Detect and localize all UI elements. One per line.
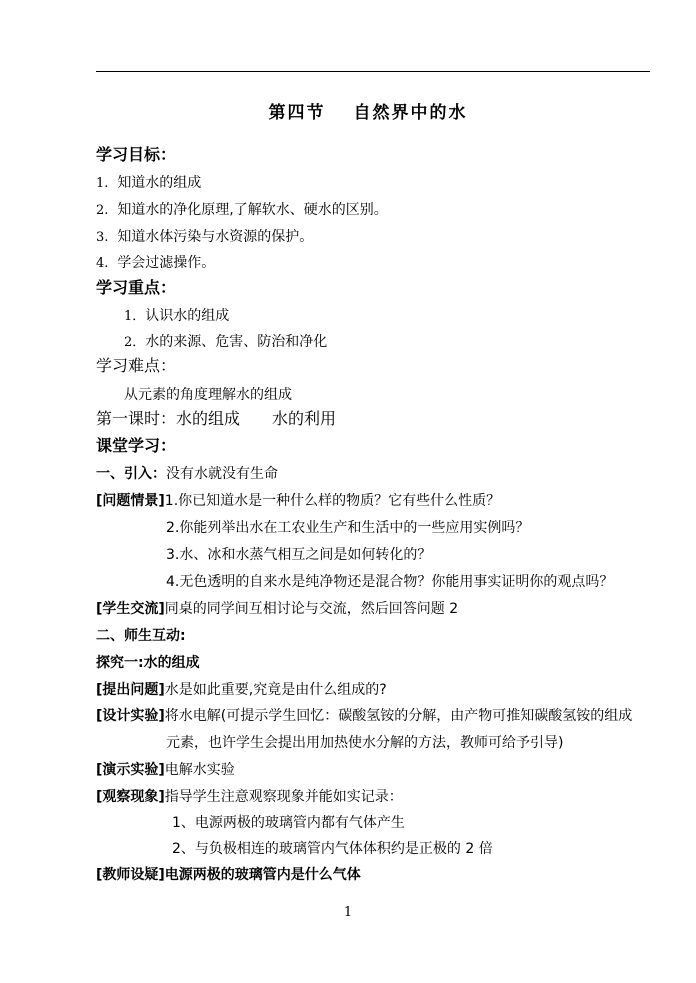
exchange-line: [学生交流]同桌的同学间互相讨论与交流，然后回答问题 2 [96, 601, 459, 617]
demo-line: [演示实验]电解水实验 [96, 762, 235, 778]
key-point-item: 1．认识水的组成 [124, 308, 230, 324]
lesson-heading: 第一课时：水的组成 水的利用 [96, 409, 337, 428]
goal-item: 1. 知道水的组成 [96, 175, 202, 191]
goal-item: 3. 知道水体污染与水资源的保护。 [96, 229, 314, 245]
raise-tag: [提出问题] [96, 682, 165, 698]
demo-tag: [演示实验] [96, 762, 165, 778]
difficulty-heading: 学习难点： [96, 356, 177, 375]
observe-tag: [观察现象] [96, 789, 165, 805]
goal-item: 4. 学会过滤操作。 [96, 255, 216, 271]
exchange-tag: [学生交流] [96, 601, 165, 617]
observe-line: [观察现象]指导学生注意观察现象并能如实记录： [96, 789, 403, 805]
goal-item: 2. 知道水的净化原理,了解软水、硬水的区别。 [96, 202, 388, 218]
observe-item: 1、电源两极的玻璃管内都有气体产生 [172, 815, 405, 831]
teacher-line: [教师设疑]电源两极的玻璃管内是什么气体 [96, 867, 361, 883]
intro-label: 一、引入： [96, 466, 166, 482]
goals-heading: 学习目标： [96, 145, 177, 164]
problem-item: 3.水、冰和水蒸气相互之间是如何转化的？ [166, 547, 432, 563]
key-points-heading: 学习重点： [96, 278, 177, 297]
page-title [0, 104, 696, 122]
problem-line: [问题情景]1.你已知道水是一种什么样的物质？它有些什么性质？ [96, 493, 501, 509]
section-number: 第四节 [268, 103, 326, 123]
interaction-heading: 二、师生互动: [96, 628, 186, 644]
problem-item: 2.你能列举出水在工农业生产和生活中的一些应用实例吗？ [166, 520, 530, 536]
classroom-heading: 课堂学习： [96, 436, 177, 455]
design-line-2: 元素，也许学生会提出用加热使水分解的方法，教师可给予引导) [166, 735, 564, 751]
problem-tag: [问题情景] [96, 493, 165, 509]
observe-item: 2、与负极相连的玻璃管内气体体积约是正极的 2 倍 [172, 841, 493, 857]
page-number: 1 [343, 905, 353, 920]
difficulty-text: 从元素的角度理解水的组成 [124, 387, 292, 403]
explore-heading: 探究一:水的组成 [96, 655, 200, 671]
problem-item: 4.无色透明的自来水是纯净物还是混合物？你能用事实证明你的观点吗？ [166, 574, 614, 590]
teacher-tag: [教师设疑] [96, 867, 165, 883]
intro-line: 一、引入：没有水就没有生命 [96, 466, 278, 482]
design-line: [设计实验]将水电解(可提示学生回忆：碳酸氢铵的分解，由产物可推知碳酸氢铵的组成 [96, 708, 633, 724]
section-title: 自然界中的水 [353, 103, 468, 123]
header-rule [96, 71, 650, 72]
design-tag: [设计实验] [96, 708, 165, 724]
key-point-item: 2．水的来源、危害、防治和净化 [124, 334, 328, 350]
raise-line: [提出问题]水是如此重要,究竟是由什么组成的? [96, 682, 387, 698]
